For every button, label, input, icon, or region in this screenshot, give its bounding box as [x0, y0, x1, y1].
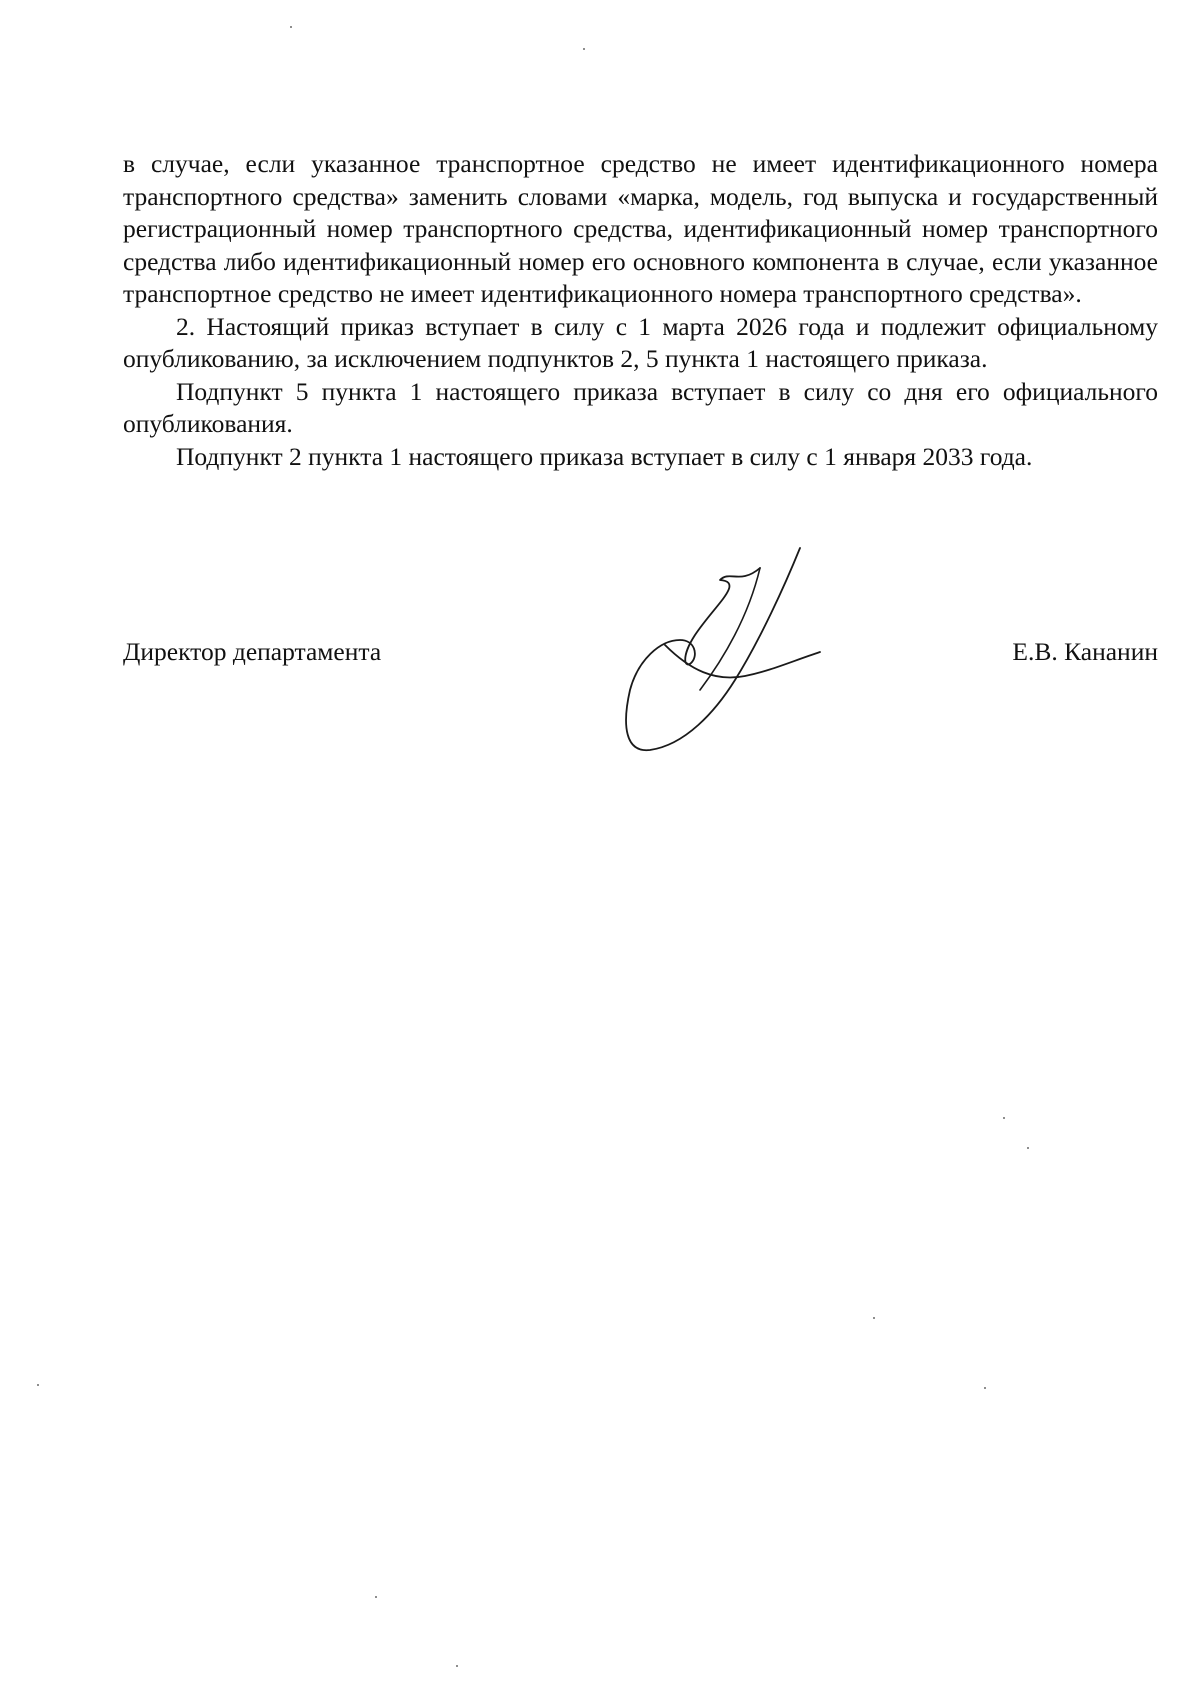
- signatory-position: Директор департамента: [123, 637, 382, 666]
- paragraph-subpoint-2: Подпункт 2 пункта 1 настоящего приказа вступает в силу с 1 января 2033 года.: [176, 441, 1033, 471]
- scan-speck: [984, 1387, 986, 1389]
- paragraph-effective-date: 2. Настоящий приказ вступает в силу с 1 марта 2026 года и подлежит официальному опубликованию, за исключением подпунктов 2, 5 пункта 1 настоящего приказа.: [123, 311, 1158, 373]
- scan-speck: [583, 48, 585, 50]
- scan-speck: [1003, 1117, 1005, 1119]
- signature-stroke-main: [626, 548, 800, 750]
- scan-speck: [1027, 1147, 1029, 1149]
- scan-speck: [456, 1665, 458, 1667]
- scan-speck: [290, 26, 292, 28]
- handwritten-signature: [620, 540, 840, 780]
- scan-speck: [873, 1317, 875, 1319]
- paragraph-continuation: в случае, если указанное транспортное средство не имеет идентификационного номера транспортного средства» заменить словами «марка, модель, год выпуска и государственный регистрационный номер транспортного средства, идентификационный номер транспортного средства либо идентификационный номер его основного компонента в случае, если указанное транспортное средство не имеет идентификационного номера транспортного средства».: [123, 149, 1158, 308]
- scan-speck: [375, 1596, 377, 1598]
- scan-speck: [37, 1384, 39, 1386]
- signatory-name: Е.В. Кананин: [1012, 637, 1158, 666]
- paragraph-subpoint-5: Подпункт 5 пункта 1 настоящего приказа вступает в силу со дня его официального опубликования.: [123, 376, 1158, 438]
- signature-stroke-tail: [665, 645, 820, 678]
- document-body: [123, 148, 1158, 473]
